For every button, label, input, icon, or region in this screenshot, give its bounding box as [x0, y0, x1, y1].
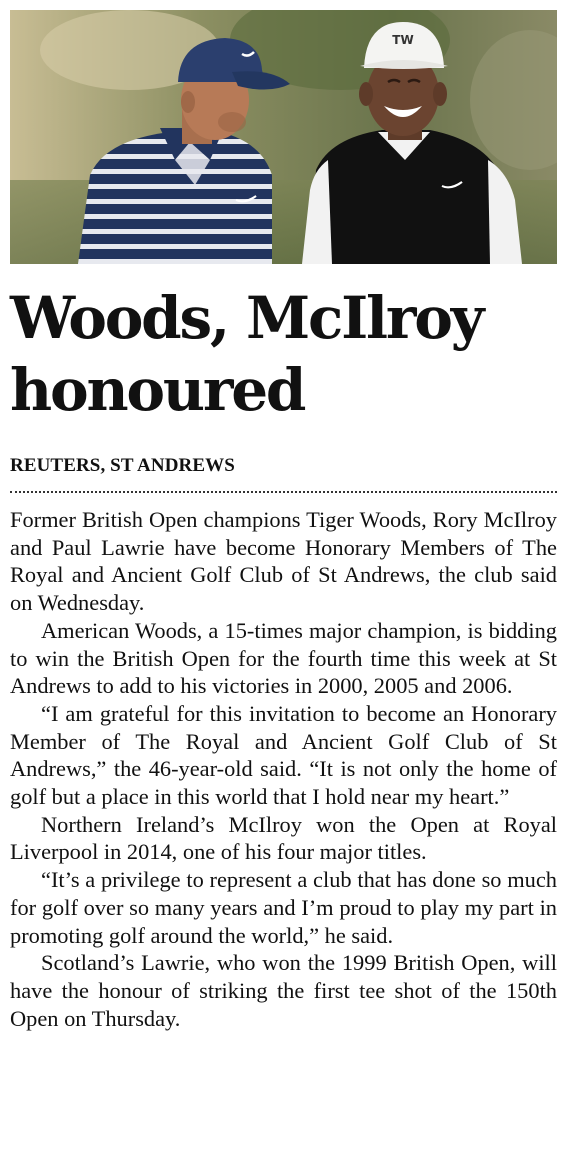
article-paragraph: Northern Ireland’s McIlroy won the Open at Royal Liverpool in 2014, one of his four major titles.: [10, 811, 557, 865]
article-body: [10, 506, 557, 1032]
headline-line-2: honoured: [10, 356, 305, 424]
headline: [10, 282, 560, 426]
article-paragraph: “It’s a privilege to represent a club that has done so much for golf over so many years and I’m proud to play my part in promoting golf around the world,” he said.: [10, 867, 557, 948]
byline: REUTERS, ST ANDREWS: [10, 455, 235, 476]
article-paragraph: Former British Open champions Tiger Woods, Rory McIlroy and Paul Lawrie have become Honorary Members of The Royal and Ancient Golf Club of St Andrews, the club said on Wednesday.: [10, 507, 557, 616]
svg-text:TW: TW: [392, 33, 414, 47]
byline-divider: [10, 491, 557, 493]
article-paragraph: “I am grateful for this invitation to become an Honorary Member of The Royal and Ancient Golf Club of St Andrews,” the 46-year-old said. “It is not only the home of golf but a place in this world that I hold near my heart.”: [10, 700, 557, 810]
golfers-photo-illustration: [10, 10, 557, 264]
article-photo: [10, 10, 557, 264]
headline-line-1: Woods, McIlroy: [10, 284, 483, 352]
article-paragraph: Scotland’s Lawrie, who won the 1999 British Open, will have the honour of striking the first tee shot of the 150th Open on Thursday.: [10, 950, 557, 1031]
article-paragraph: American Woods, a 15-times major champion, is bidding to win the British Open for the fourth time this week at St Andrews to add to his victories in 2000, 2005 and 2006.: [10, 617, 557, 699]
